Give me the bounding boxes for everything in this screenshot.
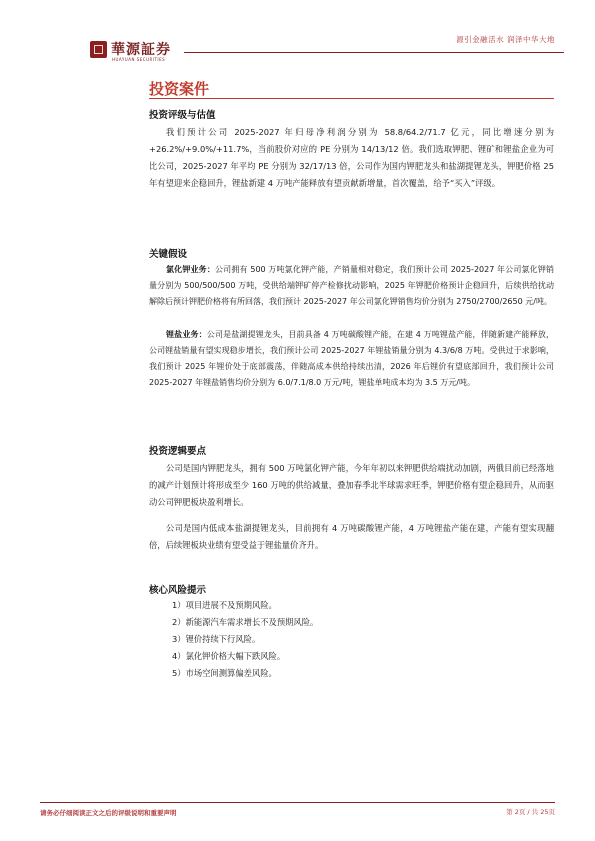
company-logo-subtitle: HUAYUAN SECURITIES — [112, 57, 166, 62]
potash-lead: 氯化钾业务： — [166, 265, 215, 274]
title-divider — [149, 98, 554, 99]
section-heading-risks: 核心风险提示 — [149, 585, 207, 596]
company-logo-icon — [90, 41, 107, 58]
risk-item: 3）锂价持续下行风险。 — [172, 634, 261, 644]
lithium-lead: 锂盐业务： — [166, 330, 207, 339]
potash-text: 公司拥有 500 万吨氯化钾产能，产销量相对稳定，我们预计公司 2025-2027 年公司氯化钾销量分别为 500/500/500 万吨，受供给端钾矿停产检修扰动影响，2025 年钾肥价格预计企稳回升，后续供给扰动解除后预计钾肥价格将有所回落，我们预计 2025-2027 年公司氯化钾销售均价分别为 2750/2700/2650 元/吨。 — [149, 265, 555, 306]
company-logo-text: 華源証券 — [111, 42, 171, 58]
header-slogan: 源引金融活水 润泽中华大地 — [456, 35, 555, 44]
page-title: 投资案件 — [149, 80, 210, 98]
risk-item: 1）项目进展不及预期风险。 — [172, 600, 277, 610]
section-heading-logic: 投资逻辑要点 — [149, 446, 207, 457]
potash-assumption-paragraph — [149, 262, 554, 310]
page-number: 第 2页 / 共 25页 — [506, 808, 555, 816]
rating-paragraph: 我们预计公司 2025-2027 年归母净利润分别为 58.8/64.2/71.7 亿元，同比增速分别为+26.2%/+9.0%/+11.7%，当前股价对应的 PE 分别为 14/13/12 倍。我们选取钾肥、锂矿和锂盐企业为可比公司，2025-2027 年平均 PE 分别为 32/17/13 倍，公司作为国内钾肥龙头和盐湖提锂龙头，钾肥价格 25 年有望迎来企稳回升，锂盐新建 4 万吨产能释放有望贡献新增量，首次覆盖，给予“买入”评级。 — [149, 127, 554, 188]
lithium-assumption-paragraph — [149, 327, 554, 391]
risk-item: 5）市场空间测算偏差风险。 — [172, 668, 277, 678]
header-divider — [184, 52, 564, 53]
lithium-text: 公司是盐湖提锂龙头，目前具备 4 万吨碳酸锂产能，在建 4 万吨锂盐产能，伴随新建产能释放，公司锂盐销量有望实现稳步增长，我们预计公司 2025-2027 年锂盐销量分别为 4.3/6/8 万吨。受供过于求影响，我们预计 2025 年锂价处于底部震荡，伴随高成本供给持续出清，2026 年后锂价有望底部回升，我们预计公司 2025-2027 年锂盐销售均价分别为 6.0/7.1/8.0 万元/吨，锂盐单吨成本均为 3.5 万元/吨。 — [149, 330, 554, 387]
section-heading-rating: 投资评级与估值 — [149, 110, 216, 121]
risk-list — [172, 597, 318, 682]
section-heading-assumptions: 关键假设 — [149, 249, 188, 260]
footer-disclaimer: 请务必仔细阅读正文之后的评级说明和重要声明 — [40, 809, 177, 817]
risk-item: 2）新能源汽车需求增长不及预期风险。 — [172, 617, 319, 627]
risk-item: 4）氯化钾价格大幅下跌风险。 — [172, 651, 286, 661]
logic-paragraph-2: 公司是国内低成本盐湖提锂龙头，目前拥有 4 万吨碳酸锂产能，4 万吨锂盐产能在建，产能有望实现翻倍，后续锂板块业绩有望受益于锂盐量价齐升。 — [149, 523, 554, 550]
page-header — [0, 0, 595, 70]
footer-divider — [40, 802, 555, 803]
logic-paragraph-1: 公司是国内钾肥龙头，拥有 500 万吨氯化钾产能，今年年初以来钾肥供给端扰动加剧，两俄目前已经落地的减产计划预计将形成至少 160 万吨的供给减量，叠加春季北半球需求旺季，钾肥价格有望企稳回升，从而驱动公司钾肥板块盈利增长。 — [149, 463, 554, 507]
